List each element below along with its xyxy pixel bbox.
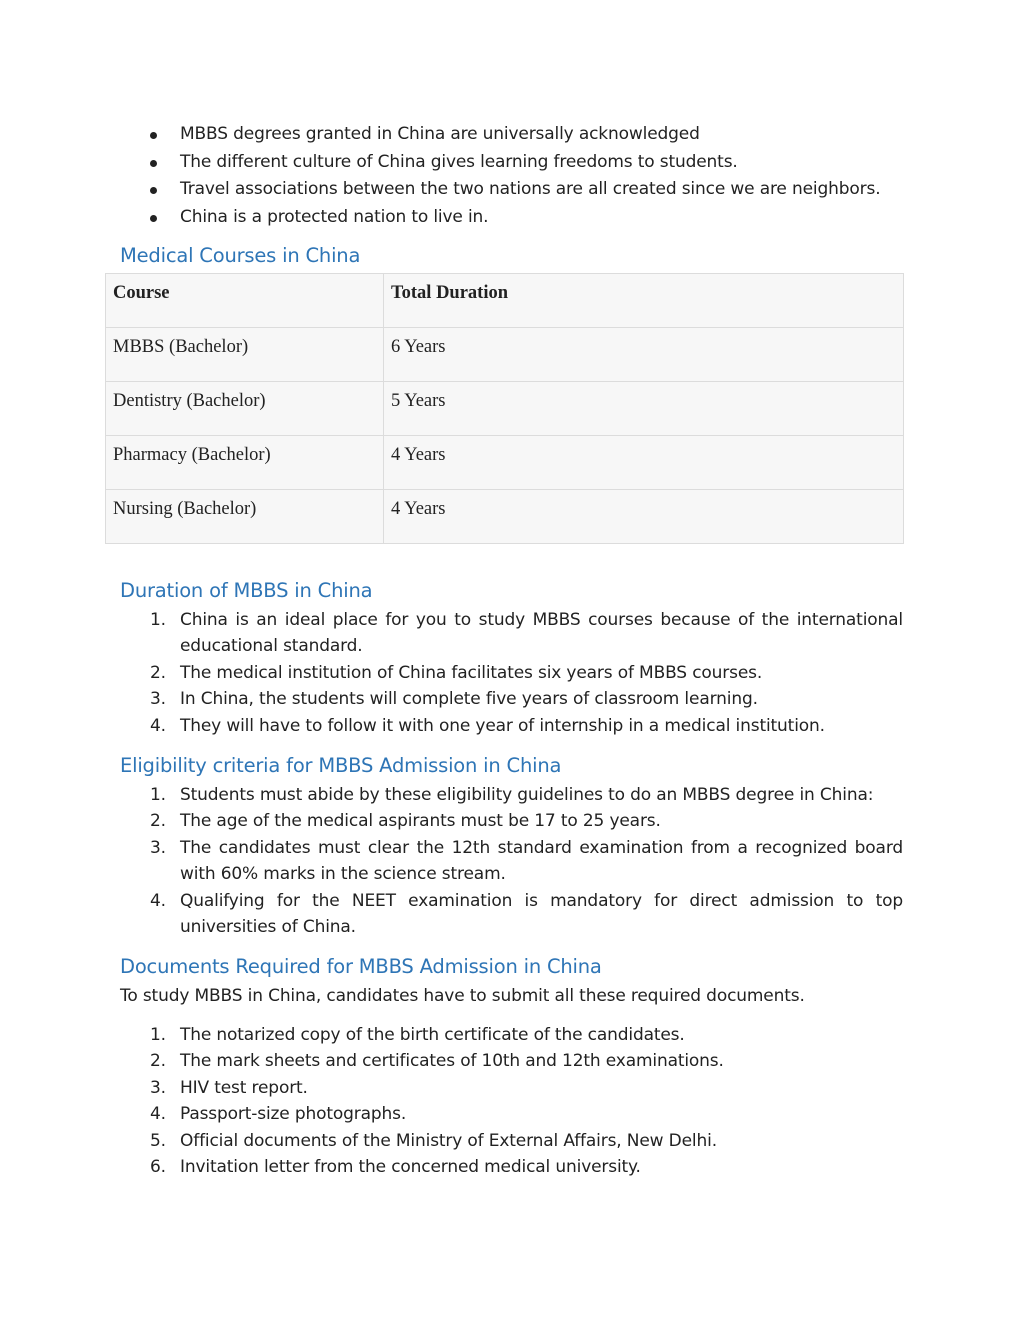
bullet-text: The different culture of China gives learning freedoms to students. xyxy=(180,151,738,172)
item-number: 3. xyxy=(150,837,166,858)
item-text: Qualifying for the NEET examination is mandatory for direct admission to top universities of China. xyxy=(180,890,903,938)
item-number: 3. xyxy=(150,689,166,710)
list-item xyxy=(120,1128,903,1154)
item-text: HIV test report. xyxy=(180,1077,308,1098)
item-number: 4. xyxy=(150,890,166,911)
duration-heading: Duration of MBBS in China xyxy=(120,579,373,602)
item-number: 3. xyxy=(150,1077,166,1098)
item-text: Official documents of the Ministry of External Affairs, New Delhi. xyxy=(180,1130,717,1151)
list-item xyxy=(120,204,910,232)
table-row xyxy=(106,490,904,544)
bullet-text: China is a protected nation to live in. xyxy=(180,206,489,227)
list-item xyxy=(120,782,903,808)
column-header-course: Course xyxy=(106,274,384,328)
item-text: In China, the students will complete five years of classroom learning. xyxy=(180,689,758,710)
item-number: 4. xyxy=(150,715,166,736)
duration-cell: 5 Years xyxy=(384,382,904,436)
item-text: The age of the medical aspirants must be 17 to 25 years. xyxy=(180,811,661,832)
medical-courses-table xyxy=(105,273,904,544)
table-row xyxy=(106,382,904,436)
course-cell: MBBS (Bachelor) xyxy=(106,328,384,382)
duration-cell: 4 Years xyxy=(384,490,904,544)
list-item xyxy=(120,176,910,204)
duration-cell: 6 Years xyxy=(384,328,904,382)
table-header-row xyxy=(106,274,904,328)
bullet-icon xyxy=(150,132,157,139)
item-number: 1. xyxy=(150,785,166,805)
list-item xyxy=(120,713,903,739)
advantages-bullet-list xyxy=(120,121,910,231)
item-number: 1. xyxy=(150,610,166,630)
list-item xyxy=(120,686,903,712)
bullet-icon xyxy=(150,160,157,167)
table-row xyxy=(106,436,904,490)
item-text: Passport-size photographs. xyxy=(180,1104,407,1125)
duration-cell: 4 Years xyxy=(384,436,904,490)
item-text: Students must abide by these eligibility guidelines to do an MBBS degree in China: xyxy=(180,785,874,805)
item-number: 6. xyxy=(150,1157,166,1178)
list-item xyxy=(120,1075,903,1101)
item-text: The medical institution of China facilitates six years of MBBS courses. xyxy=(180,662,763,683)
item-text: Invitation letter from the concerned medical university. xyxy=(180,1157,641,1178)
item-number: 1. xyxy=(150,1025,166,1045)
duration-numbered-list xyxy=(120,607,903,739)
table-row xyxy=(106,328,904,382)
bullet-icon xyxy=(150,187,157,194)
item-text: They will have to follow it with one year of internship in a medical institution. xyxy=(180,715,825,736)
list-item xyxy=(120,149,910,177)
item-number: 2. xyxy=(150,662,166,683)
list-item xyxy=(120,660,903,686)
course-cell: Pharmacy (Bachelor) xyxy=(106,436,384,490)
list-item xyxy=(120,1154,903,1180)
documents-numbered-list xyxy=(120,1022,903,1180)
documents-heading: Documents Required for MBBS Admission in China xyxy=(120,955,602,978)
list-item xyxy=(120,1101,903,1127)
item-text: The candidates must clear the 12th standard examination from a recognized board with 60% marks in the science stream. xyxy=(180,837,903,885)
item-number: 5. xyxy=(150,1130,166,1151)
list-item xyxy=(120,607,903,660)
bullet-icon xyxy=(150,215,157,222)
list-item xyxy=(120,121,910,149)
list-item xyxy=(120,808,903,834)
item-number: 2. xyxy=(150,1051,166,1072)
course-cell: Dentistry (Bachelor) xyxy=(106,382,384,436)
course-cell: Nursing (Bachelor) xyxy=(106,490,384,544)
column-header-duration: Total Duration xyxy=(384,274,904,328)
item-text: The notarized copy of the birth certificate of the candidates. xyxy=(180,1025,685,1045)
eligibility-numbered-list xyxy=(120,782,903,940)
list-item xyxy=(120,1022,903,1048)
item-number: 2. xyxy=(150,811,166,832)
list-item xyxy=(120,835,903,888)
list-item xyxy=(120,888,903,941)
item-text: China is an ideal place for you to study MBBS courses because of the international educational standard. xyxy=(180,610,903,657)
list-item xyxy=(120,1048,903,1074)
item-text: The mark sheets and certificates of 10th and 12th examinations. xyxy=(180,1051,724,1072)
medical-courses-heading: Medical Courses in China xyxy=(120,244,361,267)
eligibility-heading: Eligibility criteria for MBBS Admission in China xyxy=(120,754,562,777)
item-number: 4. xyxy=(150,1104,166,1125)
bullet-text: MBBS degrees granted in China are universally acknowledged xyxy=(180,124,700,144)
documents-intro-paragraph: To study MBBS in China, candidates have to submit all these required documents. xyxy=(120,986,805,1006)
bullet-text: Travel associations between the two nations are all created since we are neighbors. xyxy=(180,179,881,199)
